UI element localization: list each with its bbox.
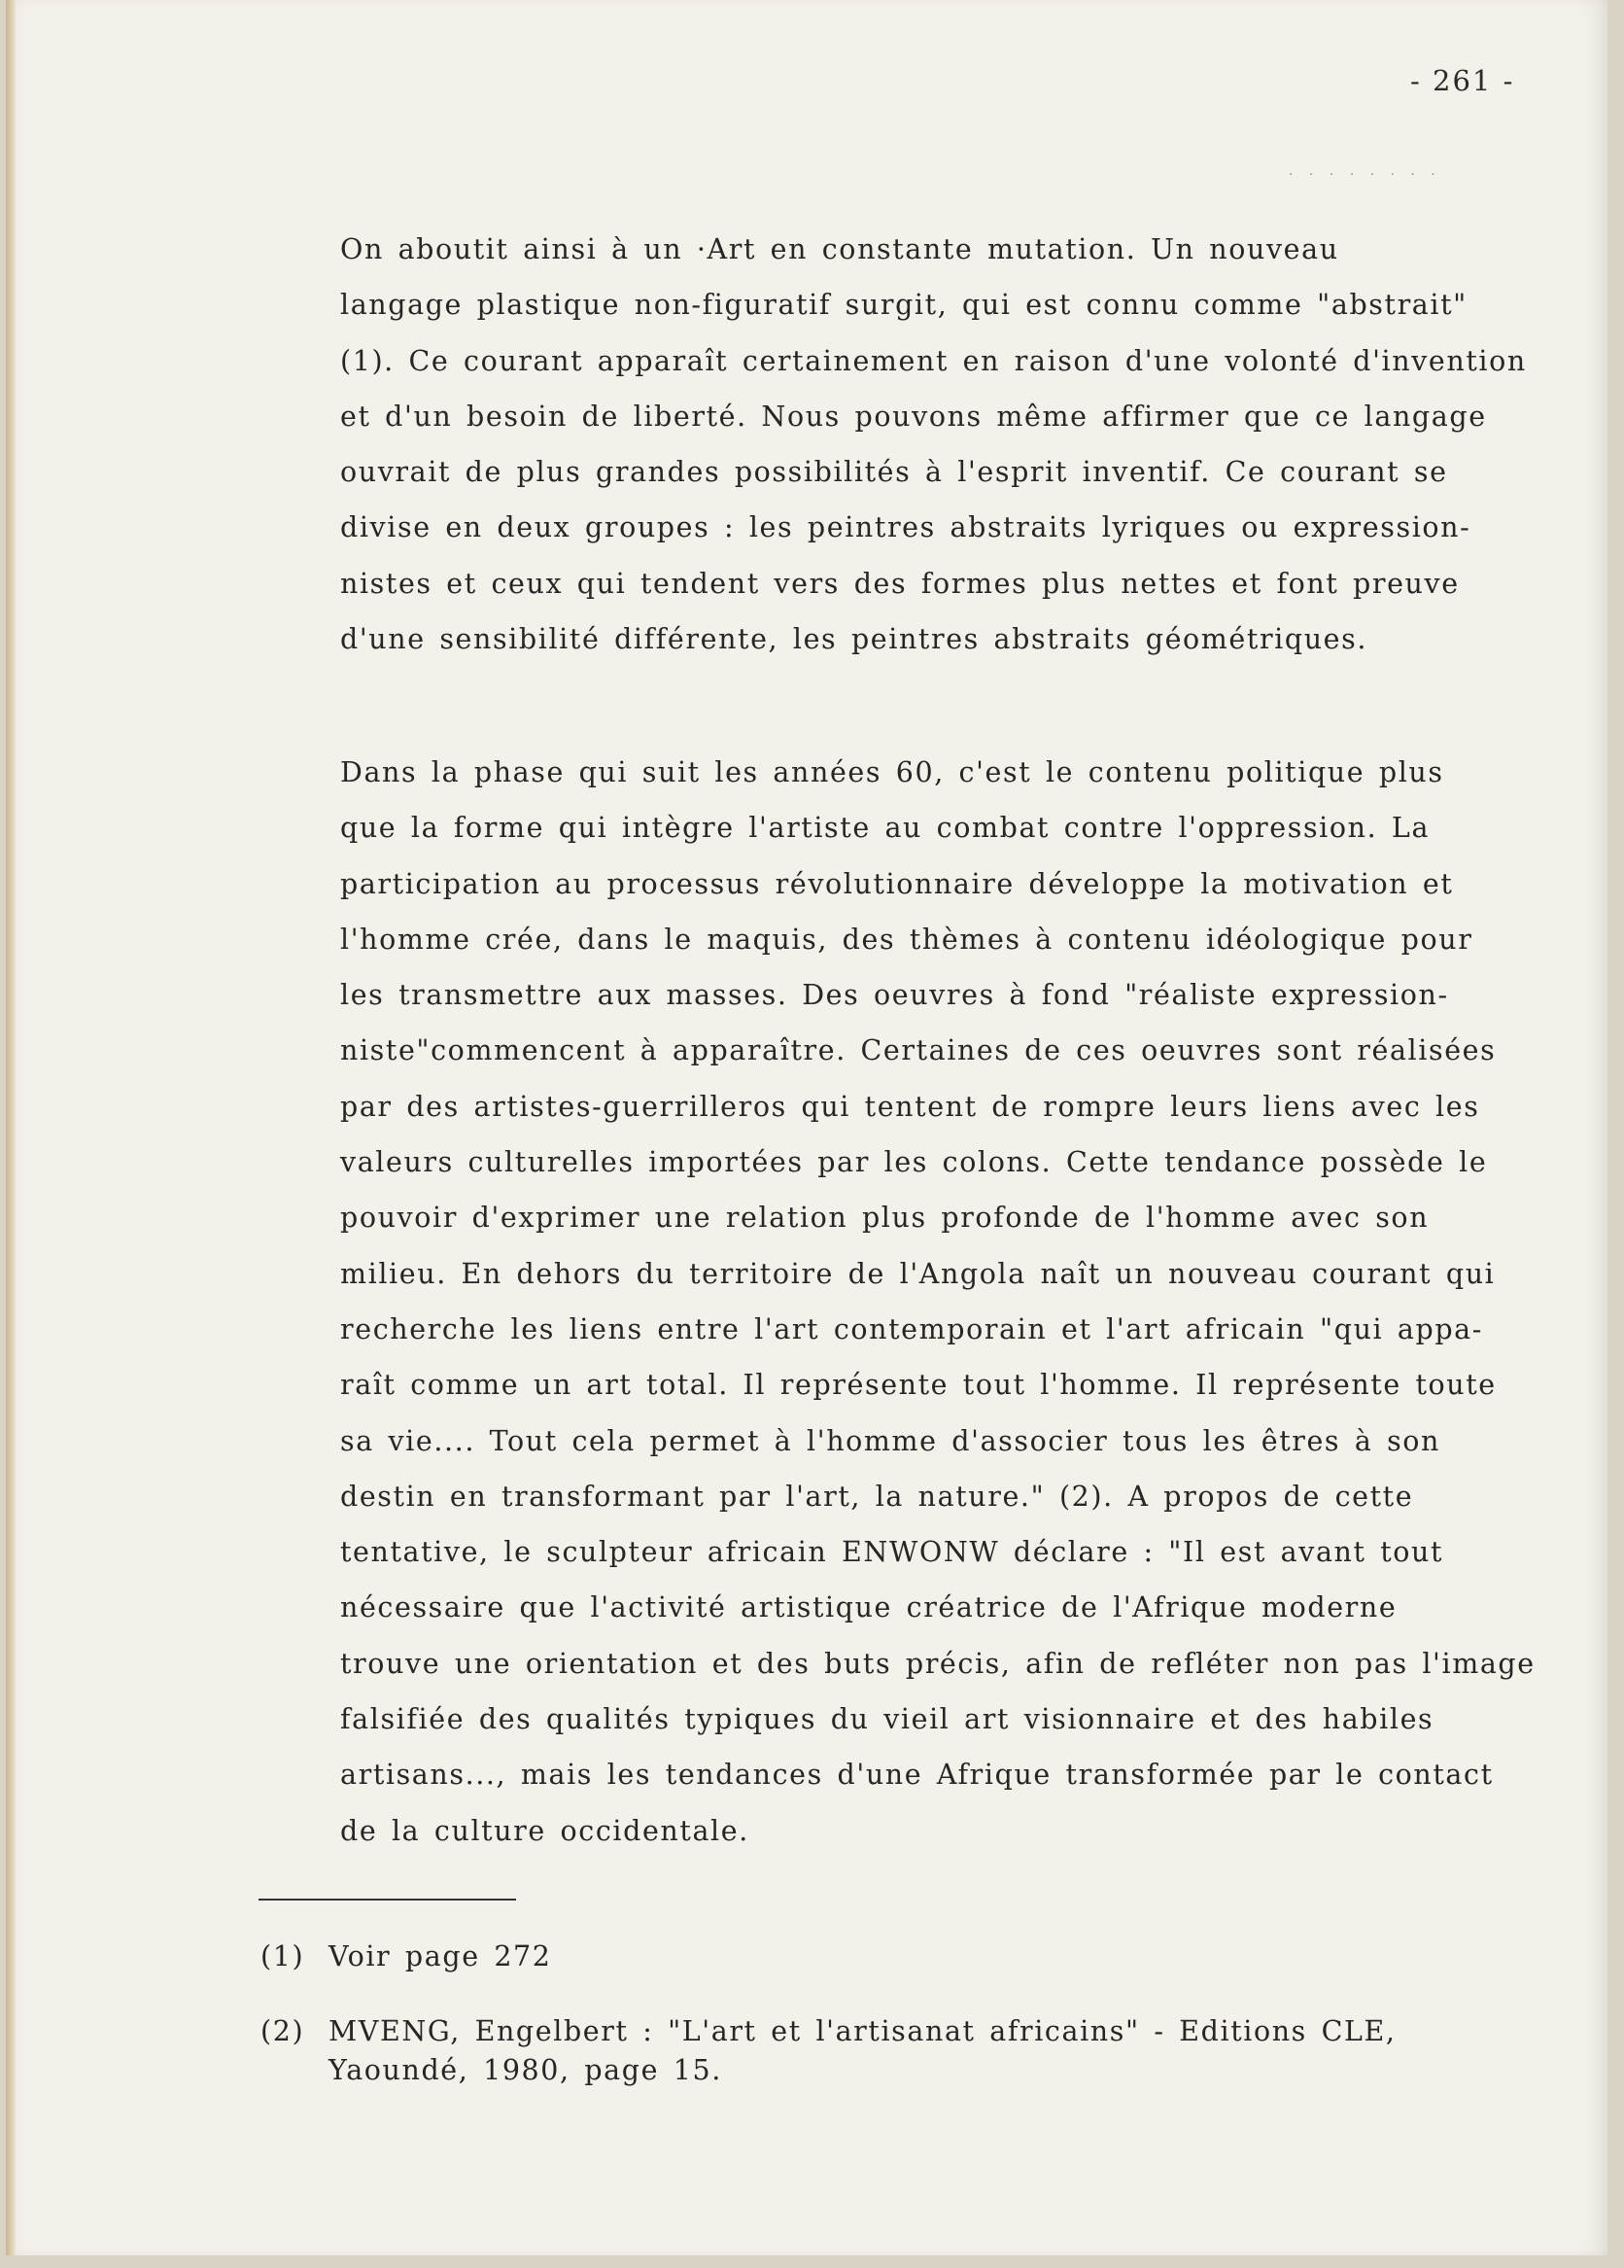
text-line: pouvoir d'exprimer une relation plus profonde de l'homme avec son (340, 1202, 1430, 1235)
footnote-separator (259, 1899, 516, 1901)
text-line: langage plastique non-figuratif surgit, qui est connu comme "abstrait" (340, 289, 1468, 322)
paragraph-abstract-art (340, 222, 1565, 667)
text-line: tentative, le sculpteur africain ENWONW déclare : "Il est avant tout (340, 1536, 1444, 1569)
text-line: par des artistes-guerrilleros qui tentent de rompre leurs liens avec les (340, 1090, 1480, 1123)
text-line: (1). Ce courant apparaît certainement en raison d'une volonté d'invention (340, 344, 1527, 377)
text-line: On aboutit ainsi à un ·Art en constante mutation. Un nouveau (340, 233, 1339, 265)
paragraph-political-content (340, 745, 1565, 1859)
text-line: d'une sensibilité différente, les peintres abstraits géométriques. (340, 623, 1368, 656)
page-edge (6, 0, 16, 2255)
text-line: recherche les liens entre l'art contemporain et l'art africain "qui appa- (340, 1312, 1484, 1345)
text-line: et d'un besoin de liberté. Nous pouvons même affirmer que ce langage (340, 400, 1487, 433)
text-line: destin en transformant par l'art, la nature." (2). A propos de cette (340, 1480, 1414, 1513)
footnote-text: Yaoundé, 1980, page 15. (328, 2054, 722, 2086)
text-line: de la culture occidentale. (340, 1814, 749, 1847)
text-line: nécessaire que l'activité artistique créatrice de l'Afrique moderne (340, 1591, 1398, 1624)
footnote-number: (2) (260, 2015, 305, 2047)
footnote-2 (260, 2012, 1397, 2090)
text-line: divise en deux groupes : les peintres abstraits lyriques ou expression- (340, 511, 1471, 544)
page-number: - 261 - (1410, 64, 1515, 97)
text-line: falsifiée des qualités typiques du vieil art visionnaire et des habiles (340, 1703, 1434, 1736)
text-line: l'homme crée, dans le maquis, des thèmes à contenu idéologique pour (340, 923, 1473, 956)
text-line: valeurs culturelles importées par les colons. Cette tendance possède le (340, 1146, 1488, 1179)
footnote-1 (260, 1937, 552, 1976)
text-line: niste"commencent à apparaître. Certaines de ces oeuvres sont réalisées (340, 1034, 1497, 1067)
text-line: raît comme un art total. Il représente tout l'homme. Il représente toute (340, 1369, 1497, 1402)
footnote-number: (1) (260, 1940, 305, 1972)
text-line: les transmettre aux masses. Des oeuvres à fond "réaliste expression- (340, 979, 1449, 1012)
text-line: que la forme qui intègre l'artiste au combat contre l'oppression. La (340, 812, 1431, 845)
scan-speckle: · · · · · · · · (1289, 167, 1441, 183)
footnote-text: MVENG, Engelbert : "L'art et l'artisanat africains" - Editions CLE, (328, 2015, 1397, 2047)
text-line: participation au processus révolutionnaire développe la motivation et (340, 867, 1454, 900)
text-line: artisans..., mais les tendances d'une Afrique transformée par le contact (340, 1759, 1494, 1792)
text-line: milieu. En dehors du territoire de l'Angola naît un nouveau courant qui (340, 1257, 1496, 1290)
text-line: sa vie.... Tout cela permet à l'homme d'associer tous les êtres à son (340, 1424, 1441, 1457)
document-page (6, 0, 1607, 2255)
text-line: Dans la phase qui suit les années 60, c'est le contenu politique plus (340, 756, 1444, 788)
footnote-text: Voir page 272 (328, 1940, 552, 1972)
text-line: nistes et ceux qui tendent vers des formes plus nettes et font preuve (340, 567, 1460, 600)
text-line: ouvrait de plus grandes possibilités à l'esprit inventif. Ce courant se (340, 456, 1448, 489)
text-line: trouve une orientation et des buts précis, afin de refléter non pas l'image (340, 1647, 1536, 1680)
